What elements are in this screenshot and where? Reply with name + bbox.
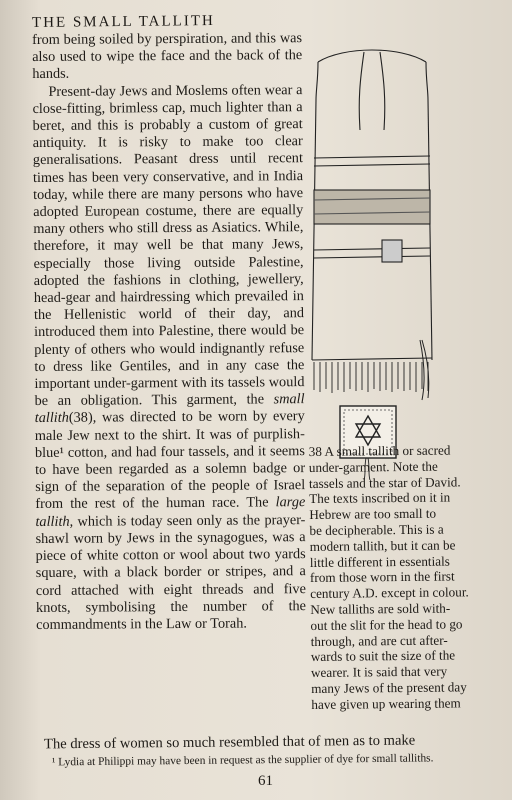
caption-line: have given up wearing them bbox=[311, 695, 461, 712]
caption-line: out the slit for the head to go bbox=[310, 616, 463, 633]
caption-line: The texts inscribed on it in bbox=[309, 489, 451, 507]
garment-top-edge bbox=[318, 50, 426, 62]
running-header: THE SMALL TALLITH bbox=[31, 13, 215, 31]
paragraph-main bbox=[32, 82, 306, 634]
caption-line: be decipherable. This is a bbox=[309, 521, 444, 538]
footnote: ¹ Lydia at Philippi may have been in request as the supplier of dye for small talliths. bbox=[51, 752, 434, 769]
figure-caption bbox=[309, 442, 500, 713]
paragraph-text-end: , which is today seen only as the prayer-shawl worn by Jews in the synagogues, was a piece of white cotton or wool about two yards square, with a black border or stripes, and a cord attached with eight threads and five knots, symbolising the number of the commandments in the Law or Torah. bbox=[35, 511, 307, 633]
italic-term-small-tallith: small tallith bbox=[34, 391, 305, 427]
garment-right-edge bbox=[428, 100, 432, 360]
caption-line: Hebrew are too small to bbox=[309, 505, 437, 523]
caption-line: through, and are cut after- bbox=[310, 632, 448, 649]
caption-line: many Jews of the present day bbox=[311, 679, 467, 696]
tallith-illustration bbox=[304, 40, 440, 480]
caption-line: tassels and the star of David. bbox=[308, 473, 461, 491]
inscribed-panel bbox=[382, 240, 402, 262]
caption-line: under-garment. Note the bbox=[308, 458, 438, 475]
italic-term-large-tallith: large tallith bbox=[35, 494, 306, 530]
page-number: 61 bbox=[258, 773, 273, 789]
paragraph-continued: from being soiled by perspiration, and this was also used to wipe the face and the back of the hands. bbox=[32, 30, 303, 83]
paragraph-text-cont: (38), was directed to be worn by every male Jew next to the shirt. It was of purplish-blue¹ cotton, and had four tassels, and it seems to have been regarded as a solemn badge or sign of the separation of the people of Israel from the rest of the human race. The bbox=[34, 408, 306, 513]
decorated-stripe bbox=[314, 190, 430, 224]
paragraph-text: Present-day Jews and Moslems often wear a close-fitting, brimless cap, much lighter than a beret, and this is probably a custom of great antiquity. It is risky to make too clear generalisations. Peasant dress until recent times has been very conservative, and in India today, while there are many persons who have adopted European costume, there are equally many others who still dress as Asiatics. While, therefore, it may well be that many Jews, especially those living outside Palestine, adopted the fashions in clothing, jewellery, head-gear and hairdressing which prevailed in the Hellenistic world of their day, and introduced them into Palestine, there would be plenty of others who would indignantly refuse to dress like Gentiles, and in any case the important under-garment with its tassels would be an obligation. This garment, the bbox=[32, 81, 305, 410]
caption-line: century A.D. except in colour. bbox=[310, 584, 469, 602]
caption-line: from those worn in the first bbox=[309, 568, 455, 586]
caption-line: wards to suit the size of the bbox=[310, 647, 456, 665]
caption-line: 38 A small tallith or sacred bbox=[308, 442, 451, 459]
caption-line: modern tallith, but it can be bbox=[309, 537, 456, 554]
garment-fringe bbox=[314, 362, 428, 393]
main-text-column bbox=[32, 30, 306, 634]
caption-line: wearer. It is said that very bbox=[310, 663, 448, 681]
full-width-text-line: The dress of women so much resembled that of men as to make bbox=[43, 732, 416, 753]
garment-left-edge bbox=[312, 100, 316, 360]
caption-line: New talliths are sold with- bbox=[310, 600, 451, 617]
caption-line: little different in essentials bbox=[309, 553, 450, 570]
tassel-right bbox=[420, 340, 429, 400]
